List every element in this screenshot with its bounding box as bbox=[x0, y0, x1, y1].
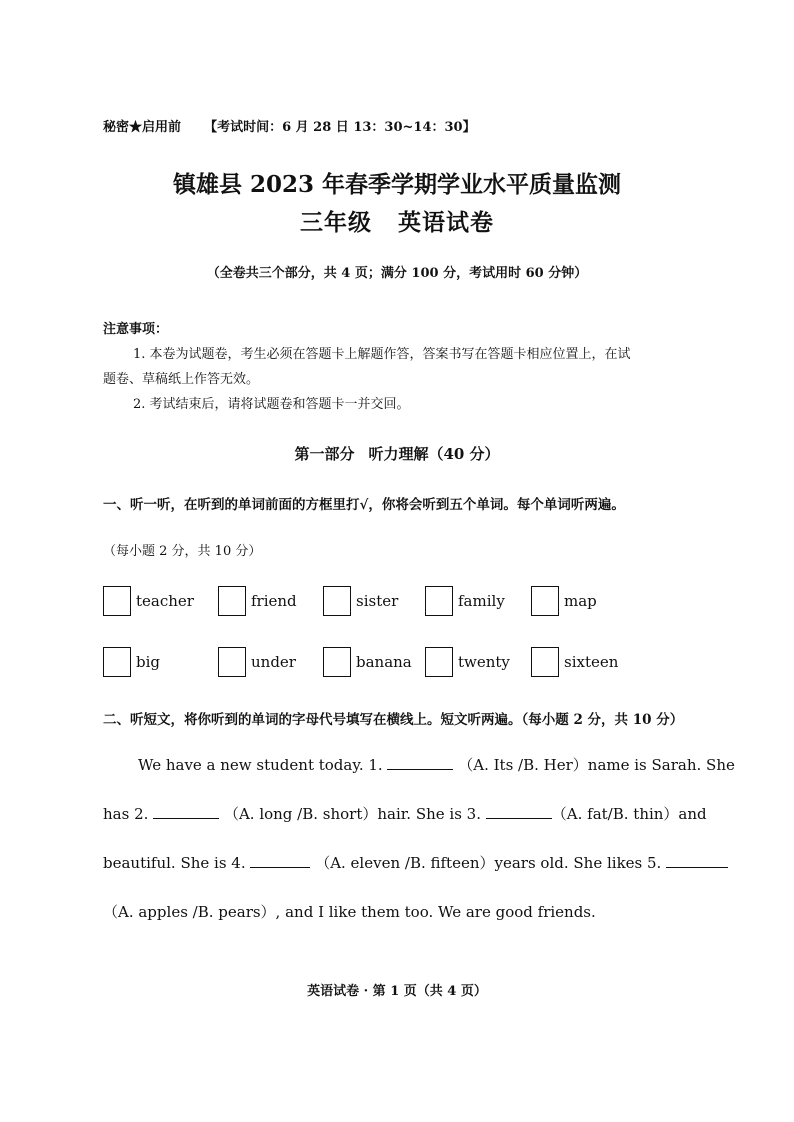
answer-blank-3[interactable] bbox=[486, 804, 552, 819]
word-option bbox=[425, 646, 510, 678]
checkbox[interactable] bbox=[103, 586, 131, 616]
answer-blank-1[interactable] bbox=[387, 755, 453, 770]
checkbox[interactable] bbox=[218, 586, 246, 616]
subject-label: 英语试卷 bbox=[398, 209, 494, 236]
word-option bbox=[103, 585, 194, 617]
word-option bbox=[323, 585, 398, 617]
word-label: family bbox=[458, 592, 505, 610]
word-label: map bbox=[564, 592, 597, 610]
checkbox[interactable] bbox=[218, 647, 246, 677]
question1-instruction: 一、听一听，在听到的单词前面的方框里打√，你将会听到五个单词。每个单词听两遍。 bbox=[103, 497, 625, 513]
checkbox[interactable] bbox=[425, 586, 453, 616]
answer-blank-5[interactable] bbox=[666, 853, 728, 868]
word-label: under bbox=[251, 653, 296, 671]
answer-blank-2[interactable] bbox=[153, 804, 219, 819]
checkbox[interactable] bbox=[531, 586, 559, 616]
passage-line-1 bbox=[138, 754, 735, 775]
passage-line-3 bbox=[103, 852, 728, 873]
part1-name: 听力理解（40 分） bbox=[368, 445, 500, 463]
exam-info: （全卷共三个部分，共 4 页；满分 100 分，考试用时 60 分钟） bbox=[206, 266, 588, 281]
checkbox[interactable] bbox=[323, 586, 351, 616]
question1-points: （每小题 2 分，共 10 分） bbox=[103, 544, 262, 559]
passage-text: （A. long /B. short）hair. She is 3. bbox=[223, 805, 481, 823]
passage-text: （A. eleven /B. fifteen）years old. She likes 5. bbox=[315, 854, 662, 872]
word-label: friend bbox=[251, 592, 297, 610]
word-label: twenty bbox=[458, 653, 510, 671]
word-option bbox=[531, 585, 597, 617]
grade-label: 三年级 bbox=[300, 209, 372, 236]
word-option bbox=[218, 585, 297, 617]
passage-text: （A. fat/B. thin）and bbox=[551, 805, 707, 823]
page-footer: 英语试卷 · 第 1 页（共 4 页） bbox=[307, 984, 487, 999]
exam-subtitle bbox=[0, 204, 794, 237]
exam-title: 镇雄县 2023 年春季学期学业水平质量监测 bbox=[172, 171, 622, 198]
passage-line-2 bbox=[103, 803, 707, 824]
note-item-1: 1. 本卷为试题卷，考生必须在答题卡上解题作答，答案书写在答题卡相应位置上，在试 bbox=[133, 347, 631, 362]
word-option bbox=[531, 646, 618, 678]
exam-time: 【考试时间：6 月 28 日 13：30~14：30】 bbox=[204, 120, 476, 135]
notes-heading: 注意事项： bbox=[103, 322, 169, 337]
note-item-1-cont: 题卷、草稿纸上作答无效。 bbox=[103, 372, 260, 387]
checkbox[interactable] bbox=[531, 647, 559, 677]
word-option bbox=[218, 646, 296, 678]
part1-heading bbox=[0, 443, 794, 464]
checkbox[interactable] bbox=[103, 647, 131, 677]
word-option bbox=[425, 585, 505, 617]
passage-text: beautiful. She is 4. bbox=[103, 854, 246, 872]
exam-header bbox=[103, 116, 476, 135]
passage-line-4: （A. apples /B. pears）, and I like them too. We are good friends. bbox=[103, 903, 596, 921]
passage-text: has 2. bbox=[103, 805, 149, 823]
word-label: sixteen bbox=[564, 653, 619, 671]
checkbox[interactable] bbox=[425, 647, 453, 677]
passage-text: （A. Its /B. Her）name is Sarah. She bbox=[458, 756, 735, 774]
answer-blank-4[interactable] bbox=[250, 853, 310, 868]
word-label: sister bbox=[356, 592, 399, 610]
note-item-2: 2. 考试结束后，请将试题卷和答题卡一并交回。 bbox=[133, 397, 410, 412]
word-option bbox=[103, 646, 160, 678]
word-label: teacher bbox=[136, 592, 194, 610]
confidential-label: 秘密★启用前 bbox=[103, 120, 182, 135]
checkbox[interactable] bbox=[323, 647, 351, 677]
question2-instruction: 二、听短文，将你听到的单词的字母代号填写在横线上。短文听两遍。（每小题 2 分，共 10 分） bbox=[103, 712, 684, 728]
part1-label: 第一部分 bbox=[294, 445, 355, 463]
word-label: banana bbox=[356, 653, 412, 671]
passage-text: We have a new student today. 1. bbox=[138, 756, 383, 774]
word-option bbox=[323, 646, 412, 678]
word-label: big bbox=[136, 653, 161, 671]
